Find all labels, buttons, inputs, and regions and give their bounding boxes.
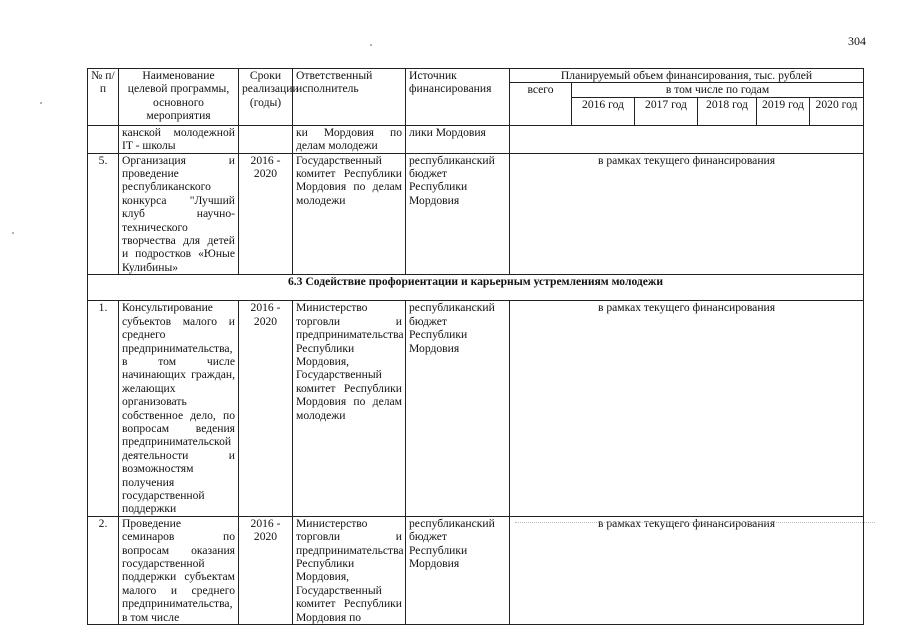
section-title: 6.3 Содействие профориентации и карьерным устремлениям молодежи: [88, 275, 864, 301]
header-year-2020: 2020 год: [810, 97, 864, 125]
scan-speck: [12, 232, 14, 234]
financing-table: [87, 68, 864, 625]
header-planned: Планируемый объем финансирования, тыс. рублей: [510, 69, 864, 83]
header-num: № п/п: [88, 69, 119, 126]
header-period: Сроки реализации (годы): [239, 69, 293, 126]
section-row: [88, 275, 864, 301]
row-executor: Министерство торговли и предпринимательства Республики Мордовия, Государственный комитет Республики Мордовия по делам молодежи: [293, 301, 406, 517]
scan-speck: [40, 102, 42, 104]
row-executor: Министерство торговли и предпринимательства Республики Мордовия, Государственный комитет Республики Мордовия по: [293, 516, 406, 624]
row-number: 5.: [88, 153, 119, 275]
header-year-2018: 2018 год: [698, 97, 757, 125]
row-financing: в рамках текущего финансирования: [510, 301, 864, 517]
row-name: Организация и проведение республиканского конкурса "Лучший клуб научно-технического творчества для детей и подростков «Юные Кулибины»: [119, 153, 239, 275]
table-row: [88, 301, 864, 517]
row-name: Проведение семинаров по вопросам оказания государственной поддержки субъектам малого и среднего предпринимательства, в том числе: [119, 516, 239, 624]
table-row: [88, 153, 864, 275]
row-source: республиканский бюджет Республики Мордовия: [406, 516, 510, 624]
row-source: республиканский бюджет Республики Мордовия: [406, 301, 510, 517]
header-year-2016: 2016 год: [572, 97, 635, 125]
scan-speck: [370, 44, 372, 46]
header-source: Источник финансирования: [406, 69, 510, 126]
header-name: Наименование целевой программы, основного мероприятия: [119, 69, 239, 126]
row-number: 1.: [88, 301, 119, 517]
row-period: 2016 - 2020: [239, 516, 293, 624]
row-source: республиканский бюджет Республики Мордовия: [406, 153, 510, 275]
header-total: всего: [510, 83, 572, 125]
header-by-years: в том числе по годам: [572, 83, 864, 97]
row-period: 2016 - 2020: [239, 153, 293, 275]
header-year-2017: 2017 год: [635, 97, 698, 125]
row-financing: в рамках текущего финансирования: [510, 516, 864, 624]
table-row: [88, 125, 864, 153]
header-executor: Ответственный исполнитель: [293, 69, 406, 126]
row-period: 2016 - 2020: [239, 301, 293, 517]
row-executor: Государственный комитет Республики Мордовия по делам молодежи: [293, 153, 406, 275]
row-number: 2.: [88, 516, 119, 624]
continued-source: лики Мордовия: [406, 125, 510, 153]
page-number: 304: [848, 34, 866, 48]
table-row: [88, 516, 864, 624]
row-name: Консультирование субъектов малого и среднего предпринимательства, в том числе начинающих граждан, желающих организовать собственное дело, по вопросам ведения предпринимательской деятельности и возможностям получения государственной поддержки: [119, 301, 239, 517]
row-financing: в рамках текущего финансирования: [510, 153, 864, 275]
header-year-2019: 2019 год: [757, 97, 810, 125]
scan-dotted-line: [515, 522, 875, 525]
continued-executor: ки Мордовия по делам молодежи: [293, 125, 406, 153]
continued-name: канской молодежной IT - школы: [119, 125, 239, 153]
